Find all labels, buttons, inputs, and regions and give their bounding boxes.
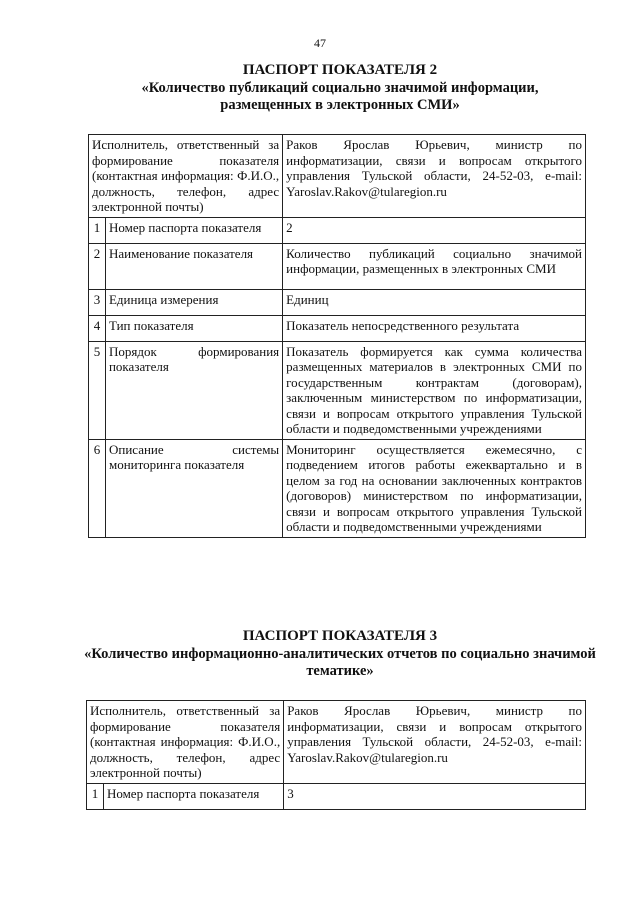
row-number: 2 <box>89 243 106 289</box>
executor-value: Раков Ярослав Юрьевич, министр по информатизации, связи и вопросам открытого управления Тульской области, 24-52-03, e-mail: Yaroslav.Rakov@tularegion.ru <box>283 135 586 218</box>
row-label: Наименование показателя <box>105 243 282 289</box>
passport-2-table <box>88 134 586 538</box>
table-row <box>89 439 586 537</box>
passport-2-heading <box>60 62 620 114</box>
table-row <box>89 135 586 218</box>
row-number: 1 <box>89 217 106 243</box>
row-value: 2 <box>283 217 586 243</box>
row-value: 3 <box>284 783 586 809</box>
table-row <box>89 289 586 315</box>
executor-label: Исполнитель, ответственный за формирование показателя (контактная информация: Ф.И.О., должность, телефон, адрес электронной почты) <box>89 135 283 218</box>
passport-2-subtitle: «Количество публикаций социально значимой информации, размещенных в электронных СМИ» <box>141 80 539 113</box>
table-row <box>89 217 586 243</box>
row-label: Порядок формирования показателя <box>105 341 282 439</box>
row-number: 1 <box>87 783 104 809</box>
row-value: Показатель непосредственного результата <box>283 315 586 341</box>
table-row <box>89 243 586 289</box>
passport-3-heading <box>60 628 620 680</box>
row-number: 6 <box>89 439 106 537</box>
row-value: Мониторинг осуществляется ежемесячно, с подведением итогов работы ежеквартально и в целом за год на основании заключенных контрактов (договоров) министерством по информатизации, связи и вопросам открытого управления Тульской области и подведомственными учреждениями <box>283 439 586 537</box>
row-number: 3 <box>89 289 106 315</box>
row-label: Номер паспорта показателя <box>105 217 282 243</box>
row-value: Количество публикаций социально значимой информации, размещенных в электронных СМИ <box>283 243 586 289</box>
table-row <box>87 701 586 784</box>
executor-value: Раков Ярослав Юрьевич, министр по информатизации, связи и вопросам открытого управления Тульской области, 24-52-03, e-mail: Yaroslav.Rakov@tularegion.ru <box>284 701 586 784</box>
table-row <box>87 783 586 809</box>
passport-2-title: ПАСПОРТ ПОКАЗАТЕЛЯ 2 <box>242 62 438 78</box>
passport-3-table <box>86 700 586 810</box>
row-number: 4 <box>89 315 106 341</box>
executor-label: Исполнитель, ответственный за формирование показателя (контактная информация: Ф.И.О., должность, телефон, адрес электронной почты) <box>87 701 284 784</box>
passport-3-subtitle: «Количество информационно-аналитических отчетов по социально значимой тематике» <box>84 646 596 679</box>
page-number: 47 <box>314 36 326 50</box>
row-number: 5 <box>89 341 106 439</box>
table-row <box>89 315 586 341</box>
row-value: Единиц <box>283 289 586 315</box>
row-label: Единица измерения <box>105 289 282 315</box>
table-row <box>89 341 586 439</box>
passport-3-title: ПАСПОРТ ПОКАЗАТЕЛЯ 3 <box>242 628 438 644</box>
row-label: Описание системы мониторинга показателя <box>105 439 282 537</box>
row-label: Номер паспорта показателя <box>103 783 283 809</box>
row-label: Тип показателя <box>105 315 282 341</box>
row-value: Показатель формируется как сумма количества размещенных материалов в электронных СМИ по государственным контрактам (договорам), заключенным министерством по информатизации, связи и вопросам открытого управления Тульской области и подведомственными учреждениями <box>283 341 586 439</box>
